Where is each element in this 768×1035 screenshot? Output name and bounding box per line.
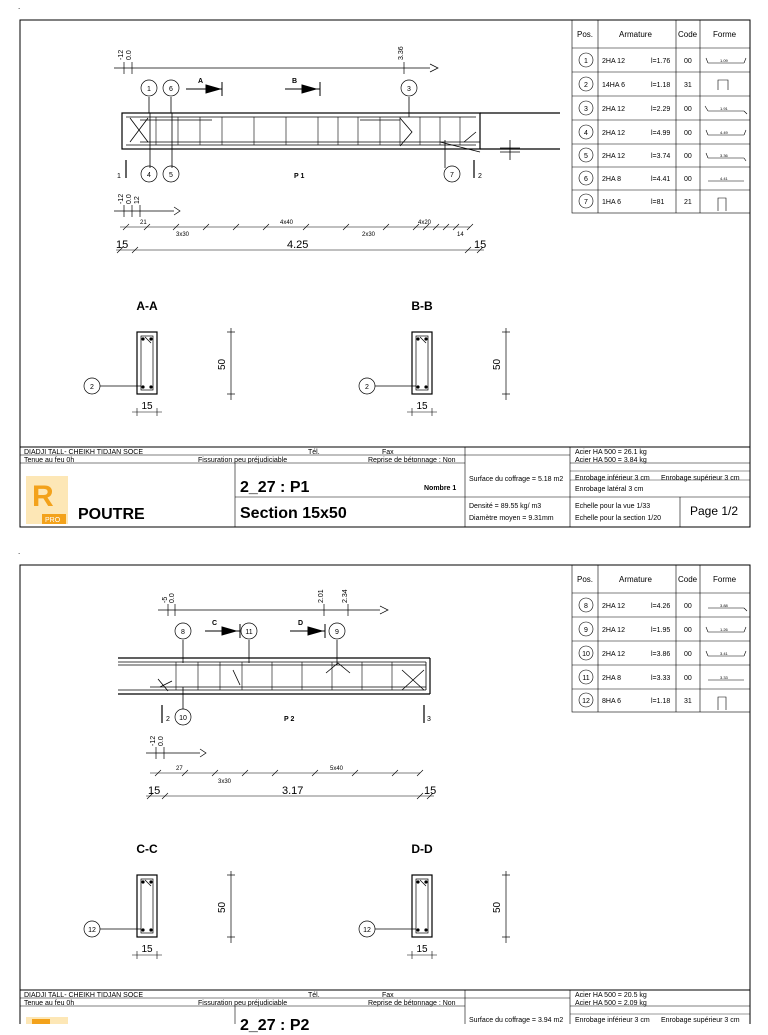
svg-text:1: 1 (117, 173, 121, 180)
table-armature: 2HA 12 (602, 627, 625, 634)
section-b-b (359, 299, 510, 416)
table-code: 00 (684, 603, 692, 610)
table-length: l=1.18 (651, 698, 671, 705)
table-pos: 3 (584, 106, 588, 113)
svg-text:15: 15 (148, 785, 161, 797)
svg-text:6: 6 (169, 86, 173, 93)
svg-text:5x40: 5x40 (330, 766, 344, 772)
table-pos: 11 (582, 675, 590, 682)
software-logo (26, 476, 68, 524)
table-length: l=4.41 (651, 176, 671, 183)
tb-page: Page 1/2 (690, 504, 739, 518)
table-forme-length: 3.41 (720, 651, 728, 656)
tb-diametre: Diamètre moyen = 9.31mm (469, 515, 554, 522)
table-length: l=1.18 (651, 82, 671, 89)
tb-steel-1: Acier HA 500 = 26.1 kg (575, 449, 647, 456)
svg-text:B: B (292, 78, 298, 85)
svg-text:3.36: 3.36 (398, 46, 405, 60)
table-forme-length: 3.36 (720, 153, 728, 158)
svg-text:15: 15 (424, 785, 437, 797)
svg-text:3: 3 (427, 716, 431, 723)
tb-enrob-lat: Enrobage latéral 3 cm (575, 486, 644, 493)
svg-text:R: R (32, 480, 54, 513)
tb2-enrob-sup: Enrobage supérieur 3 cm (661, 1017, 740, 1024)
tb-kind: POUTRE (78, 506, 145, 523)
section-width: 15 (416, 944, 428, 955)
table-armature: 2HA 12 (602, 651, 625, 658)
svg-text:3.17: 3.17 (282, 785, 304, 797)
tb-company: DIADJI TALL- CHEIKH TIDJAN SOCE (24, 449, 144, 456)
svg-text:P 1: P 1 (294, 173, 305, 180)
table-pos: 8 (584, 603, 588, 610)
table-length: l=4.26 (651, 603, 671, 610)
tb2-fax: Fax (382, 992, 394, 999)
table-pos: 12 (582, 698, 590, 705)
svg-text:0.0: 0.0 (169, 593, 176, 603)
svg-text:A: A (198, 78, 204, 85)
tb2-crack: Fissuration peu préjudiciable (198, 1000, 288, 1007)
tb-fire: Tenue au feu 0h (24, 457, 75, 464)
table-forme-length: 4.49 (720, 130, 728, 135)
table-code: 00 (684, 176, 692, 183)
sheet-2-drawing (0, 545, 768, 1024)
svg-text:2: 2 (166, 716, 170, 723)
section-bubble: 2 (365, 384, 369, 391)
table-code: 00 (684, 627, 692, 634)
table-code: 21 (684, 199, 692, 206)
svg-text:Pos.: Pos. (577, 575, 594, 584)
section-title: D-D (411, 842, 433, 856)
tb2-fire: Tenue au feu 0h (24, 1000, 75, 1007)
table-length: l=3.74 (651, 153, 671, 160)
tb-element: 2_27 : P1 (240, 479, 310, 496)
table-pos: 9 (584, 627, 588, 634)
table-length: l=81 (651, 199, 665, 206)
section-a-a (84, 299, 235, 416)
table-pos: 2 (584, 82, 588, 89)
table-code: 00 (684, 106, 692, 113)
tb2-reprise: Reprise de bétonnage : Non (368, 1000, 456, 1007)
table-pos: 7 (584, 199, 588, 206)
section-c-c (84, 842, 235, 959)
rebar-table-1 (572, 20, 750, 213)
svg-text:0.0: 0.0 (126, 50, 133, 60)
svg-text:-12: -12 (118, 49, 125, 60)
svg-text:C: C (212, 620, 218, 627)
table-forme-length: 1.91 (720, 106, 728, 111)
tb-fax: Fax (382, 449, 394, 456)
tb-surface: Surface du coffrage = 5.18 m2 (469, 476, 564, 483)
tb-enrob-sup: Enrobage supérieur 3 cm (661, 475, 740, 482)
tb-steel-2: Acier HA 500 = 3.84 kg (575, 457, 647, 464)
tb-crack: Fissuration peu préjudiciable (198, 457, 288, 464)
svg-text:Forme: Forme (713, 30, 737, 39)
svg-text:27: 27 (176, 766, 183, 772)
section-bubble: 2 (90, 384, 94, 391)
svg-text:3: 3 (407, 86, 411, 93)
section-title: B-B (411, 299, 433, 313)
table-armature: 8HA 6 (602, 698, 622, 705)
section-height: 50 (217, 901, 228, 913)
tb-echelle-section: Echelle pour la section 1/20 (575, 515, 661, 522)
svg-text:15: 15 (474, 239, 487, 251)
table-armature: 2HA 12 (602, 153, 625, 160)
section-d-d (359, 842, 510, 959)
table-armature: 2HA 12 (602, 130, 625, 137)
svg-text:3x30: 3x30 (218, 779, 232, 785)
tb-nombre: Nombre 1 (424, 485, 457, 492)
table-length: l=4.99 (651, 130, 671, 137)
svg-text:0.0: 0.0 (158, 736, 165, 746)
table-code: 00 (684, 153, 692, 160)
tb2-surface: Surface du coffrage = 3.94 m2 (469, 1017, 564, 1024)
section-title: A-A (136, 299, 158, 313)
table-pos: 5 (584, 153, 588, 160)
svg-text:1: 1 (147, 86, 151, 93)
svg-text:2.01: 2.01 (318, 589, 325, 603)
svg-text:2x30: 2x30 (362, 232, 376, 238)
svg-text:4x20: 4x20 (418, 220, 432, 226)
tb2-tel: Tél. (308, 992, 320, 999)
svg-text:D: D (298, 620, 304, 627)
tb-echelle-vue: Echelle pour la vue 1/33 (575, 503, 651, 510)
svg-text:2.34: 2.34 (342, 589, 349, 603)
svg-text:Code: Code (678, 575, 698, 584)
table-code: 00 (684, 675, 692, 682)
svg-text:2: 2 (478, 173, 482, 180)
svg-text:Armature: Armature (619, 30, 652, 39)
section-width: 15 (416, 401, 428, 412)
tb-densite: Densité = 89.55 kg/ m3 (469, 503, 542, 510)
table-length: l=1.95 (651, 627, 671, 634)
software-logo-2 (26, 1017, 68, 1024)
tb-reprise: Reprise de bétonnage : Non (368, 457, 456, 464)
svg-text:10: 10 (179, 715, 187, 722)
table-length: l=1.76 (651, 58, 671, 65)
table-code: 00 (684, 58, 692, 65)
section-bubble: 12 (88, 927, 96, 934)
table-length: l=3.33 (651, 675, 671, 682)
tb-enrob-inf: Enrobage inférieur 3 cm (575, 475, 650, 482)
table-forme-length: 1.09 (720, 58, 728, 63)
beam-p2-elevation (118, 640, 430, 709)
table-forme-length: 1.26 (720, 627, 728, 632)
svg-text:Code: Code (678, 30, 698, 39)
table-armature: 2HA 8 (602, 176, 622, 183)
tb2-company: DIADJI TALL- CHEIKH TIDJAN SOCE (24, 992, 144, 999)
beam-p1-elevation (122, 97, 560, 168)
section-height: 50 (492, 901, 503, 913)
svg-text:15: 15 (116, 239, 129, 251)
table-pos: 10 (582, 651, 590, 658)
rebar-table-2 (572, 565, 750, 712)
section-height: 50 (492, 358, 503, 370)
tb2-steel-1: Acier HA 500 = 20.5 kg (575, 992, 647, 999)
drawing-sheet-2: . Pos. Armature Code Forme 8 2HA 12 l=4.26 00 3.88 9 2HA 12 l=1.95 00 1.26 10 2HA 12 l=3.86 00 3.41 11 2HA 8 l=3.33 00 3.33 12 8HA 6 l=1.18 31 -5 0.0 2.01 2.34 C D 8 11 9 10 2 3 P 2 -12 0.0 27 3x30 5x40 15 3.17 15 C-C 12 15 50 D-D 12 15 50 DIADJI TALL- CHEIKH TIDJAN SOCE Tél. Fax Tenue au feu 0h Fissuration peu préjudiciable Reprise de bétonnage : Non Acier HA 500 = 20.5 kg Acier HA 500 = 2.09 kg Surface du coffrage = 3.94 m2 Enrobage inférieur 3 cm Enrobage supérieur 3 cm 2_27 : P2 (0, 545, 768, 1024)
table-armature: 14HA 6 (602, 82, 625, 89)
section-bubble: 12 (363, 927, 371, 934)
svg-text:14: 14 (457, 232, 464, 238)
svg-text:21: 21 (140, 220, 147, 226)
svg-text:Pos.: Pos. (577, 30, 594, 39)
svg-text:3x30: 3x30 (176, 232, 190, 238)
tb-tel: Tél. (308, 449, 320, 456)
svg-text:4x40: 4x40 (280, 220, 294, 226)
table-armature: 2HA 12 (602, 58, 625, 65)
svg-text:-12: -12 (118, 193, 125, 204)
table-armature: 1HA 6 (602, 199, 622, 206)
table-code: 00 (684, 130, 692, 137)
tb2-steel-2: Acier HA 500 = 2.09 kg (575, 1000, 647, 1007)
svg-text:-12: -12 (150, 735, 157, 746)
table-pos: 6 (584, 176, 588, 183)
svg-text:-5: -5 (162, 596, 169, 603)
table-code: 00 (684, 651, 692, 658)
svg-text:8: 8 (181, 629, 185, 636)
table-forme-length: 3.33 (720, 675, 728, 680)
table-armature: 2HA 8 (602, 675, 622, 682)
drawing-sheet-1: . Pos. Armature Code Forme 1 2HA 12 l=1.76 00 1.09 2 14HA 6 l=1.18 31 3 2HA 12 l=2.29 00 1.91 4 2HA 12 l=4.99 00 4.49 5 2HA 12 l=3.74 00 3.36 6 2HA 8 l=4.41 00 4.41 7 1HA 6 l=81 21 -12 0.0 3.36 A B 1 6 3 4 5 7 1 2 P 1 -12 0.0 12 21 3x30 4x40 2x30 4x20 14 15 4.25 15 A-A 2 15 50 B-B 2 15 50 DIADJI TALL- CHEIKH TIDJAN SOCE Tél. Fax Tenue au feu 0h Fissuration peu préjudiciable Reprise de bétonnage : Non Acier HA 500 = 26.1 kg Acier HA 500 = 3.84 kg Surface du coffrage = 5.18 m2 Enrobage inférieur 3 cm Enrobage supérieur 3 cm Enrobage latéral 3 cm Densité = 89.55 kg/ m3 Diamètre moyen = 9.31mm Echelle pour la vue 1/33 Echelle pour la section 1/20 Page 1/2 2_27 : P1 Nombre 1 Section 15x50 POUTRE R PRO (0, 0, 768, 535)
table-armature: 2HA 12 (602, 106, 625, 113)
table-pos: 4 (584, 130, 588, 137)
tb-section: Section 15x50 (240, 505, 347, 522)
svg-text:Armature: Armature (619, 575, 652, 584)
table-code: 31 (684, 698, 692, 705)
svg-text:9: 9 (335, 629, 339, 636)
svg-text:0.0: 0.0 (126, 194, 133, 204)
svg-text:P 2: P 2 (284, 716, 295, 723)
section-width: 15 (141, 401, 153, 412)
table-code: 31 (684, 82, 692, 89)
table-forme-length: 3.88 (720, 603, 728, 608)
svg-text:4.25: 4.25 (287, 239, 309, 251)
section-title: C-C (136, 842, 158, 856)
table-forme-length: 4.41 (720, 176, 728, 181)
table-length: l=2.29 (651, 106, 671, 113)
table-pos: 1 (584, 58, 588, 65)
section-height: 50 (217, 358, 228, 370)
table-armature: 2HA 12 (602, 603, 625, 610)
svg-text:12: 12 (134, 196, 141, 204)
svg-text:7: 7 (450, 172, 454, 179)
svg-text:11: 11 (245, 629, 253, 636)
svg-text:Forme: Forme (713, 575, 737, 584)
svg-text:PRO: PRO (45, 517, 61, 524)
tb2-enrob-inf: Enrobage inférieur 3 cm (575, 1017, 650, 1024)
tb2-element: 2_27 : P2 (240, 1017, 310, 1034)
svg-text:5: 5 (169, 172, 173, 179)
svg-text:4: 4 (147, 172, 151, 179)
table-length: l=3.86 (651, 651, 671, 658)
section-width: 15 (141, 944, 153, 955)
